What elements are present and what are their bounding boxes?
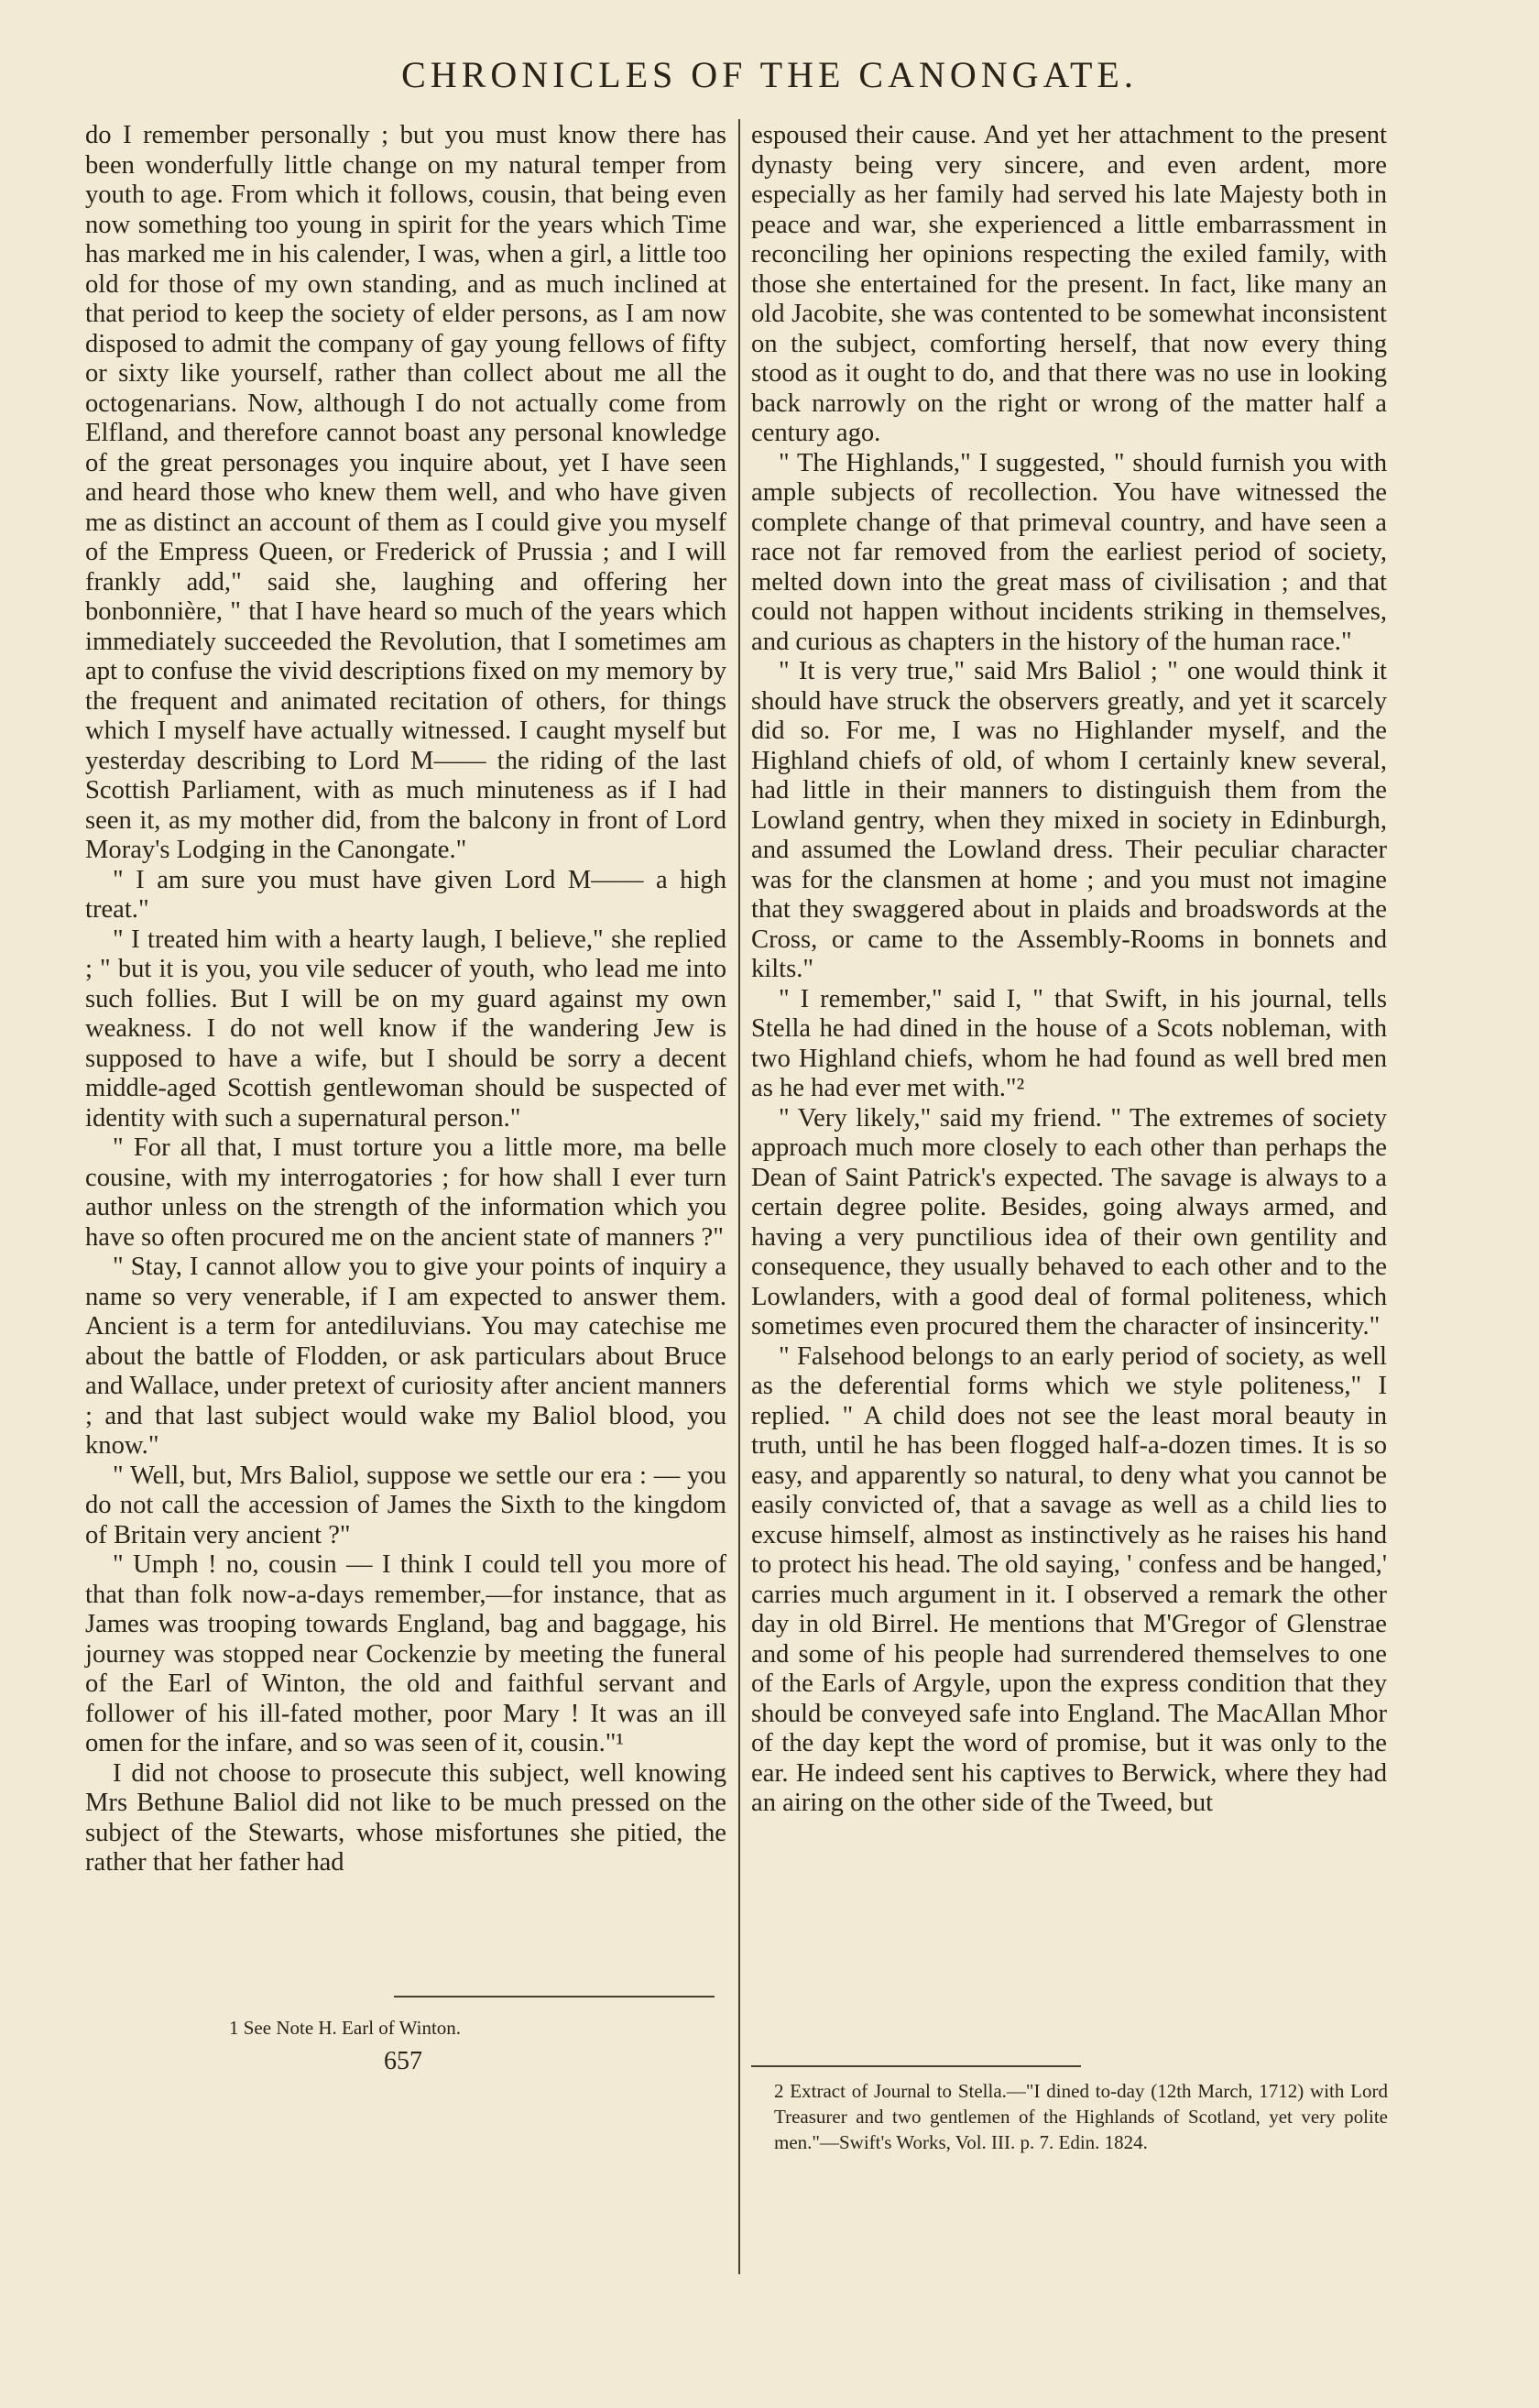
paragraph: " I treated him with a hearty laugh, I believe," she replied ; " but it is you, you vile seducer of youth, who lead me into such follies. But I will be on my guard against my own weakness. I do not well know if the wandering Jew is supposed to have a wife, but I should be sorry a decent middle-aged Scottish gentlewoman should be suspected of identity with such a supernatural person." — [85, 925, 726, 1133]
paragraph: " I am sure you must have given Lord M—— a high treat." — [85, 865, 726, 924]
paragraph: " It is very true," said Mrs Baliol ; " one would think it should have struck the observers greatly, and yet it scarcely did so. For me, I was no Highlander myself, and the Highland chiefs of old, of whom I certainly knew several, had little in their manners to distinguish them from the Lowland gentry, when they mixed in society in Edinburgh, and assumed the Lowland dress. Their peculiar character was for the clansmen at home ; and you must not imagine that they swaggered about in plaids and broadswords at the Cross, or came to the Assembly-Rooms in bonnets and kilts." — [751, 657, 1387, 983]
paragraph: " The Highlands," I suggested, " should furnish you with ample subjects of recollection. You have witnessed the complete change of that primeval country, and have seen a race not far removed from the earliest period of society, melted down into the great mass of civilisation ; and that could not happen without incidents striking in themselves, and curious as chapters in the history of the human race." — [751, 448, 1387, 656]
paragraph: " For all that, I must torture you a little more, ma belle cousine, with my interrogatories ; for how shall I ever turn author unless on the strength of the information which you have so often procured me on the ancient state of manners ?" — [85, 1133, 726, 1252]
page-number: 657 — [384, 2047, 422, 2075]
right-column — [751, 121, 1387, 1819]
footnote: 1 See Note H. Earl of Winton. — [229, 2017, 462, 2039]
paragraph: " I remember," said I, " that Swift, in his journal, tells Stella he had dined in the house of a Scots nobleman, with two Highland chiefs, whom he had found as well bred men as he had ever met with."² — [751, 984, 1387, 1102]
footnote-rule — [394, 1996, 715, 1998]
footnote: 2 Extract of Journal to Stella.—"I dined to-day (12th March, 1712) with Lord Treasurer and two gentlemen of the Highlands of Scotland, yet very polite men."—Swift's Works, Vol. III. p. 7. Edin. 1824. — [774, 2080, 1388, 2153]
footnote-rule — [751, 2065, 1081, 2067]
paragraph: I did not choose to prosecute this subject, well knowing Mrs Bethune Baliol did not like to be much pressed on the subject of the Stewarts, whose misfortunes she pitied, the rather that her father had — [85, 1758, 726, 1877]
left-column — [85, 121, 726, 1878]
paragraph: do I remember personally ; but you must know there has been wonderfully little change on my natural temper from youth to age. From which it follows, cousin, that being even now something too young in spirit for the years which Time has marked me in his calender, I was, when a girl, a little too old for those of my own standing, and as much inclined at that period to keep the society of elder persons, as I am now disposed to admit the company of gay young fellows of fifty or sixty like yourself, rather than collect about me all the octogenarians. Now, although I do not actually come from Elfland, and therefore cannot boast any personal knowledge of the great personages you inquire about, yet I have seen and heard those who knew them well, and who have given me as distinct an account of them as I could give you myself of the Empress Queen, or Frederick of Prussia ; and I will frankly add," said she, laughing and offering her bonbonnière, " that I have heard so much of the years which immediately succeeded the Revolution, that I sometimes am apt to confuse the vivid descriptions fixed on my memory by the frequent and animated recitation of others, for things which I myself have actually witnessed. I caught myself but yesterday describing to Lord M—— the riding of the last Scottish Parliament, with as much minuteness as if I had seen it, as my mother did, from the balcony in front of Lord Moray's Lodging in the Canongate." — [85, 121, 726, 864]
paragraph: " Umph ! no, cousin — I think I could tell you more of that than folk now-a-days remember,—for instance, that as James was trooping towards England, bag and baggage, his journey was stopped near Cockenzie by meeting the funeral of the Earl of Winton, the old and faithful servant and follower of his ill-fated mother, poor Mary ! It was an ill omen for the infare, and so was seen of it, cousin."¹ — [85, 1550, 726, 1757]
paragraph: espoused their cause. And yet her attachment to the present dynasty being very sincere, and even ardent, more especially as her family had served his late Majesty both in peace and war, she experienced a little embarrassment in reconciling her opinions respecting the exiled family, with those she entertained for the present. In fact, like many an old Jacobite, she was contented to be somewhat inconsistent on the subject, comforting herself, that now every thing stood as it ought to do, and that there was no use in looking back narrowly on the right or wrong of the matter half a century ago. — [751, 121, 1387, 447]
paragraph: " Stay, I cannot allow you to give your points of inquiry a name so very venerable, if I am expected to answer them. Ancient is a term for antediluvians. You may catechise me about the battle of Flodden, or ask particulars about Bruce and Wallace, under pretext of curiosity after ancient manners ; and that last subject would wake my Baliol blood, you know." — [85, 1253, 726, 1460]
paragraph: " Very likely," said my friend. " The extremes of society approach much more closely to each other than perhaps the Dean of Saint Patrick's expected. The savage is always to a certain degree polite. Besides, going always armed, and having a very punctilious idea of their own gentility and consequence, they usually behaved to each other and to the Lowlanders, with a good deal of formal politeness, which sometimes even procured them the character of insincerity." — [751, 1103, 1387, 1341]
running-head: CHRONICLES OF THE CANONGATE. — [401, 54, 1138, 95]
paragraph: " Well, but, Mrs Baliol, suppose we settle our era : — you do not call the accession of James the Sixth to the kingdom of Britain very ancient ?" — [85, 1461, 726, 1549]
paragraph: " Falsehood belongs to an early period of society, as well as the deferential forms which we style politeness," I replied. " A child does not see the least moral beauty in truth, until he has been flogged half-a-dozen times. It is so easy, and apparently so natural, to deny what you cannot be easily convicted of, that a savage as well as a child lies to excuse himself, almost as instinctively as he raises his hand to protect his head. The old saying, ' confess and be hanged,' carries much argument in it. I observed a remark the other day in old Birrel. He mentions that M'Gregor of Glenstrae and some of his people had surrendered themselves to one of the Earls of Argyle, upon the express condition that they should be conveyed safe into England. The MacAllan Mhor of the day kept the word of promise, but it was only to the ear. He indeed sent his captives to Berwick, where they had an airing on the other side of the Tweed, but — [751, 1341, 1387, 1817]
column-divider — [738, 119, 740, 2274]
